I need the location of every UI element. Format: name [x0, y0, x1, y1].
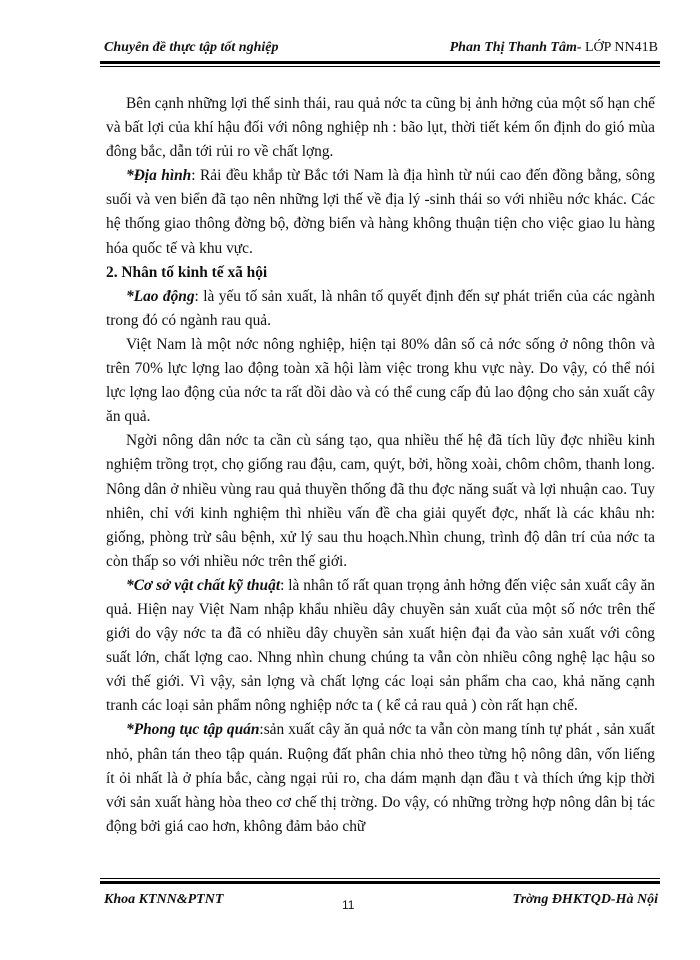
paragraph: Bên cạnh những lợi thế sinh thái, rau quả nớc ta cũng bị ảnh hởng của một số hạn chế và bất lợi của khí hậu đối với nông nghiệp nh : bão lụt, thời tiết kém ổn định do gió mùa đông bắc, dẫn tới rủi ro về chất lợng.	[106, 95, 655, 161]
page-number: 11	[342, 898, 355, 912]
header-author	[450, 40, 658, 56]
paragraph-label: *Địa hình	[126, 167, 192, 185]
paragraph-text: : là nhân tố rất quan trọng ảnh hởng đến việc sản xuất cây ăn quả. Hiện nay Việt Nam nhập khẩu nhiều dây chuyền sản xuất của một số nớc trên thế giới do vậy nớc ta đã có nhiều dây chuyền sản xuất hiện đại đa vào sản xuất với công suất lớn, chất lợng cao. Nhng nhìn chung chúng ta vẫn còn nhiều công nghệ lạc hậu so với thế giới. Vì vậy, sản lợng và chất lợng các loại sản phẩm cha cao, khả năng cạnh tranh các loại sản phẩm nông nghiệp nớc ta ( kể cả rau quả ) còn rất hạn chế.	[106, 576, 655, 715]
paragraph	[106, 574, 655, 719]
header-title: Chuyên đề thực tập tốt nghiệp	[104, 40, 279, 55]
paragraph	[106, 718, 655, 838]
paragraph	[106, 285, 655, 333]
header-rule-thick	[100, 61, 660, 64]
page-header	[104, 36, 658, 60]
footer-university: Trờng ĐHKTQD-Hà Nội	[512, 892, 658, 907]
header-rule-thin	[100, 66, 660, 67]
page-footer	[104, 890, 658, 916]
paragraph-text: : là yếu tố sản xuất, là nhân tố quyết định đến sự phát triển của các ngành trong đó có ngành rau quả.	[106, 287, 655, 329]
paragraph: Việt Nam là một nớc nông nghiệp, hiện tại 80% dân số cả nớc sống ở nông thôn và trên 70% lực lợng lao động toàn xã hội làm việc trong khu vực này. Do vậy, có thể nói lực lợng lao động của nớc ta rất dồi dào và có thể cung cấp đủ lao động cho sản xuất cây ăn quả.	[106, 335, 655, 426]
paragraph-label: *Cơ sở vật chất kỹ thuật	[126, 576, 281, 594]
paragraph-text: : Rải đều khắp từ Bắc tới Nam là địa hình từ núi cao đến đồng bằng, sông suối và ven biển đã tạo nên những lợi thế về địa lý -sinh thái so với nhiều nớc khác. Các hệ thống giao thông đờng bộ, đờng biển và hàng không thuận tiện cho việc giao lu hàng hóa quốc tế và khu vực.	[106, 167, 655, 257]
section-heading: 2. Nhân tố kinh tế xã hội	[106, 263, 268, 281]
header-author-name: Phan Thị Thanh Tâm-	[449, 40, 582, 55]
footer-rule-thick	[100, 881, 660, 884]
paragraph-label: *Phong tục tập quán	[126, 721, 260, 739]
document-body	[106, 92, 655, 839]
paragraph-text: :sản xuất cây ăn quả nớc ta vẫn còn mang tính tự phát , sản xuất nhỏ, phân tán theo tập quán. Ruộng đất phân chia nhỏ theo từng hộ nông dân, vốn liếng ít ỏi nhất là ở phía bắc, càng ngại rủi ro, cha dám mạnh dạn đầu t và thích ứng kịp thời với sản xuất hàng hòa theo cơ chế thị trờng. Do vậy, có những trờng hợp nông dân bị tác động bởi giá cao hơn, không đảm bảo chữ	[106, 721, 655, 835]
paragraph-label: *Lao động	[126, 287, 195, 305]
footer-faculty: Khoa KTNN&PTNT	[104, 892, 224, 907]
header-class: LỚP NN41B	[585, 40, 658, 55]
paragraph	[106, 164, 655, 260]
footer-rule-thin	[100, 878, 660, 879]
paragraph: Ngời nông dân nớc ta cần cù sáng tạo, qua nhiều thế hệ đã tích lũy đợc nhiều kinh nghiệm trồng trọt, chọ giống rau đậu, cam, quýt, bởi, hồng xoài, chôm chôm, thanh long. Nông dân ở nhiều vùng rau quả thuyền thống đã thu đợc năng suất và lợi nhuận cao. Tuy nhiên, chỉ với kinh nghiệm thì nhiều vấn đề cha giải quyết đợc, nhất là các khâu nh: giống, phòng trừ sâu bệnh, xử lý sau thu hoạch.Nhìn chung, trình độ dân trí của nớc ta còn thấp so với nhiều nớc trên thế giới.	[106, 432, 655, 570]
